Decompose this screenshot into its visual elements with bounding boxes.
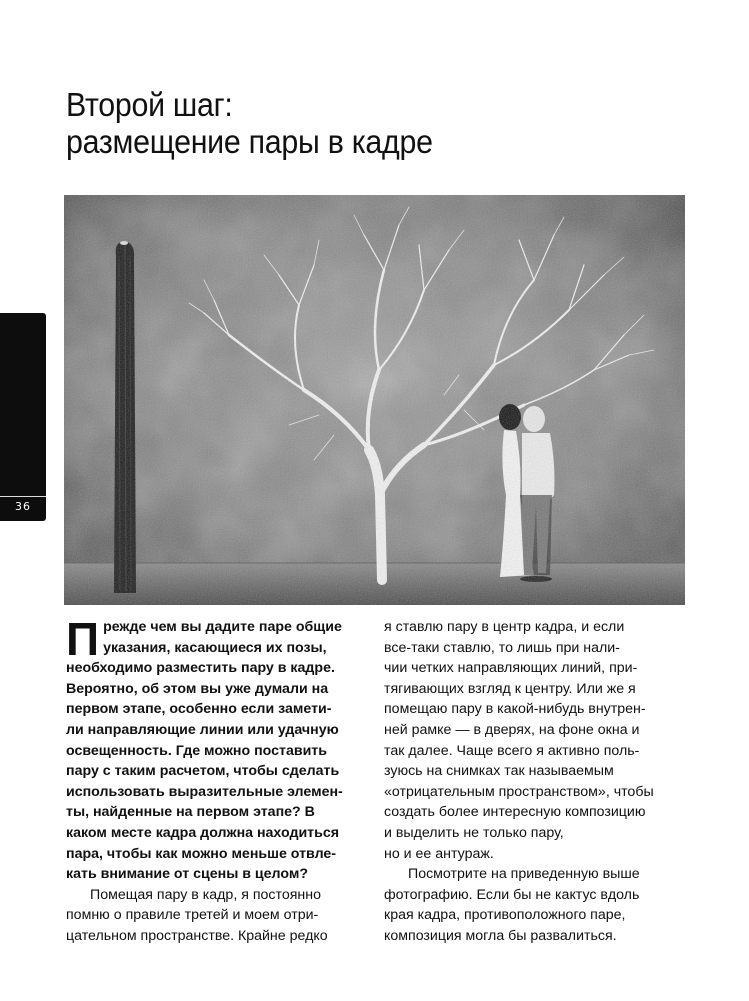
chapter-side-tab xyxy=(0,313,46,521)
heading-line-1: Второй шаг: xyxy=(66,86,233,123)
text-line: зуюсь на снимках так называемым xyxy=(384,763,614,780)
text-line: края кадра, противоположного паре, xyxy=(384,907,626,924)
text-line: помню о правиле третей и моем отри- xyxy=(66,907,319,924)
text-line: и выделить не только пару, xyxy=(384,824,564,841)
text-line: я ставлю пару в центр кадра, и если xyxy=(384,619,625,635)
text-line: все-таки ставлю, то лишь при нали- xyxy=(384,639,620,656)
drop-cap: П xyxy=(66,613,100,665)
text-line: чии четких направляющих линий, при- xyxy=(384,660,638,677)
page-heading xyxy=(66,86,655,160)
text-column-right xyxy=(384,617,680,947)
text-line: так далее. Чаще всего я активно поль- xyxy=(384,742,640,759)
text-line: композиция могла бы развалиться. xyxy=(384,927,617,944)
text-line: необходимо разместить пару в кадре. xyxy=(66,660,335,677)
side-tab-divider xyxy=(0,496,46,497)
text-line: помещаю пару в какой-нибудь внутрен- xyxy=(384,701,646,718)
lead-paragraph xyxy=(66,613,362,885)
text-line: каком месте кадра должна находиться xyxy=(66,824,340,841)
text-line: Посмотрите на приведенную выше xyxy=(408,866,640,883)
text-line: Помещая пару в кадр, я постоянно xyxy=(90,886,321,903)
text-line: использовать выразительные элемен- xyxy=(66,783,343,800)
page-number: 36 xyxy=(15,500,31,513)
text-line: цательном пространстве. Крайне редко xyxy=(66,927,328,944)
text-line: тягивающих взгляд к центру. Или же я xyxy=(384,680,636,697)
text-line: кать внимание от сцены в целом? xyxy=(66,866,309,883)
text-line: но и ее антураж. xyxy=(384,845,494,862)
heading-line-2: размещение пары в кадре xyxy=(66,123,433,160)
text-line: создать более интересную композицию xyxy=(384,804,646,821)
text-line: ли направляющие линии или удачную xyxy=(66,721,339,738)
text-line: ней рамке — в дверях, на фоне окна и xyxy=(384,721,640,738)
text-line: пара, чтобы как можно меньше отвле- xyxy=(66,845,337,862)
text-line: первом этапе, особенно если замети- xyxy=(66,701,332,718)
text-line: указания, касающиеся их позы, xyxy=(103,639,327,656)
text-line: Вероятно, об этом вы уже думали на xyxy=(66,680,329,697)
text-line: «отрицательным пространством», чтобы xyxy=(384,783,654,800)
text-line: режде чем вы дадите паре общие xyxy=(103,619,342,635)
text-column-left xyxy=(66,613,362,947)
photo-couple-tree-cactus xyxy=(64,195,685,605)
text-line: ты, найденные на первом этапе? В xyxy=(66,804,315,821)
text-line: освещенность. Где можно поставить xyxy=(66,742,327,759)
text-line: фотографию. Если бы не кактус вдоль xyxy=(384,886,640,903)
body-paragraph xyxy=(384,864,680,946)
text-line: пару с таким расчетом, чтобы сделать xyxy=(66,763,340,780)
body-paragraph xyxy=(66,885,362,947)
body-paragraph xyxy=(384,617,680,864)
